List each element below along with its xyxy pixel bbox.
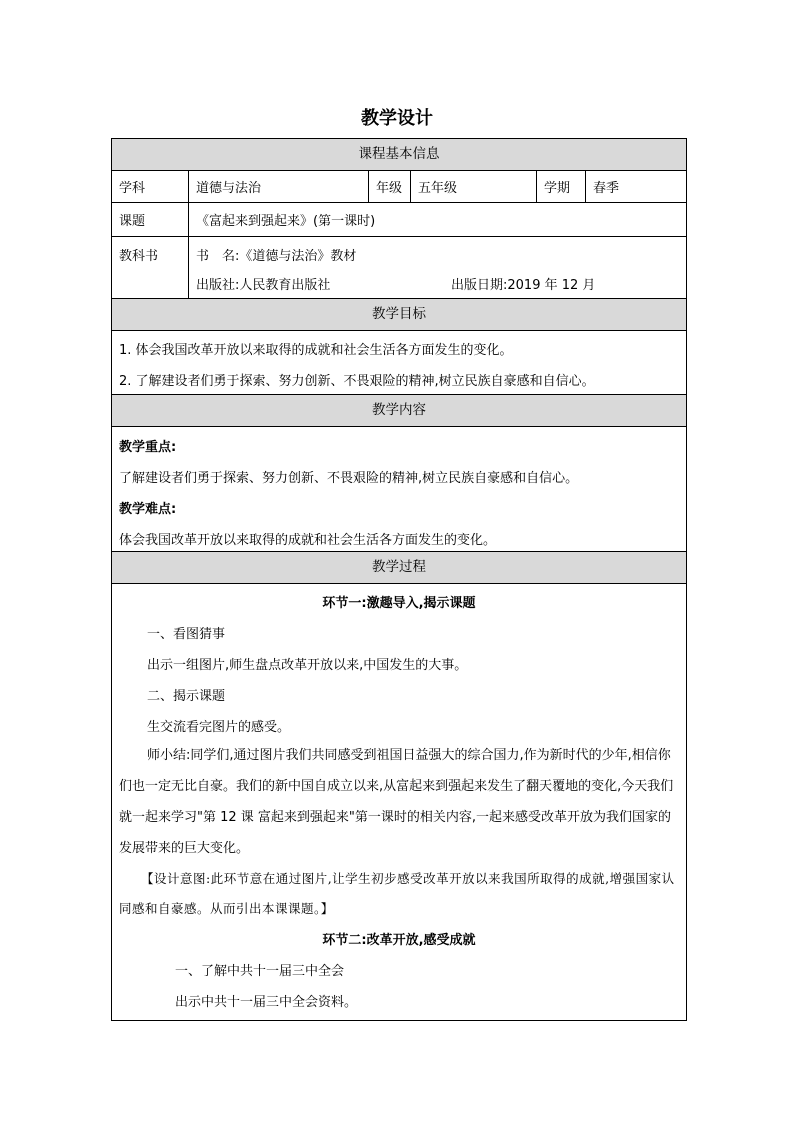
textbook-row bbox=[112, 237, 686, 299]
grade-value: 五年级 bbox=[410, 171, 536, 202]
difficult-point-text: 体会我国改革开放以来取得的成就和社会生活各方面发生的变化。 bbox=[119, 533, 497, 548]
s2-item1: 一、了解中共十一届三中全会 bbox=[175, 964, 345, 979]
publish-date: 出版日期:2019 年 12 月 bbox=[451, 278, 596, 293]
objective-item: 2. 了解建设者们勇于探索、努力创新、不畏艰险的精神,树立民族自豪感和自信心。 bbox=[119, 374, 595, 389]
key-point-label: 教学重点: bbox=[119, 440, 177, 455]
subject-value: 道德与法治 bbox=[188, 171, 368, 202]
term-value: 春季 bbox=[585, 171, 686, 202]
content-header: 教学内容 bbox=[112, 395, 686, 427]
textbook-label: 教科书 bbox=[119, 249, 159, 264]
s1-item1-text: 出示一组图片,师生盘点改革开放以来,中国发生的大事。 bbox=[147, 658, 468, 673]
s2-item1-text: 出示中共十一届三中全会资料。 bbox=[175, 995, 358, 1010]
s1-item2: 二、揭示课题 bbox=[147, 689, 226, 704]
basic-info-header: 课程基本信息 bbox=[112, 139, 686, 171]
design-note: 【设计意图:此环节意在通过图片,让学生初步感受改革开放以来我国所取得的成就,增强国家认同感和自豪感。从而引出本课课题。】 bbox=[119, 871, 675, 916]
process-header: 教学过程 bbox=[112, 552, 686, 584]
page-title: 教学设计 bbox=[361, 108, 433, 129]
topic-row bbox=[112, 203, 686, 237]
subject-label: 学科 bbox=[119, 181, 146, 196]
difficult-point-label: 教学难点: bbox=[119, 502, 177, 517]
s1-item1: 一、看图猜事 bbox=[147, 627, 226, 642]
section2-title: 环节二:改革开放,感受成就 bbox=[322, 933, 476, 948]
teacher-summary: 师小结:同学们,通过图片我们共同感受到祖国日益强大的综合国力,作为新时代的少年,相信你们也一定无比自豪。我们的新中国自成立以来,从富起来到强起来发生了翻天覆地的变化,今天我们就一起来学习"第 12 课 富起来到强起来"第一课时的相关内容,一起来感受改革开放为我们国家的发展带来的巨大变化。 bbox=[119, 748, 674, 856]
lesson-plan-table bbox=[111, 138, 687, 1021]
objectives-header: 教学目标 bbox=[112, 299, 686, 331]
objective-item: 1. 体会我国改革开放以来取得的成就和社会生活各方面发生的变化。 bbox=[119, 343, 513, 358]
s1-item2-text: 生交流看完图片的感受。 bbox=[147, 720, 291, 735]
book-name: 书 名:《道德与法治》教材 bbox=[196, 249, 357, 264]
textbook-info bbox=[188, 237, 686, 298]
process-body bbox=[112, 584, 686, 1020]
topic-value: 《富起来到强起来》(第一课时) bbox=[188, 203, 686, 236]
objectives-body bbox=[112, 331, 686, 395]
grade-label: 年级 bbox=[368, 171, 410, 202]
term-label: 学期 bbox=[536, 171, 585, 202]
subject-row bbox=[112, 171, 686, 203]
topic-label: 课题 bbox=[119, 214, 146, 229]
content-body bbox=[112, 427, 686, 552]
publisher: 出版社:人民教育出版社 bbox=[196, 278, 331, 293]
key-point-text: 了解建设者们勇于探索、努力创新、不畏艰险的精神,树立民族自豪感和自信心。 bbox=[119, 471, 579, 486]
section1-title: 环节一:激趣导入,揭示课题 bbox=[322, 596, 476, 611]
